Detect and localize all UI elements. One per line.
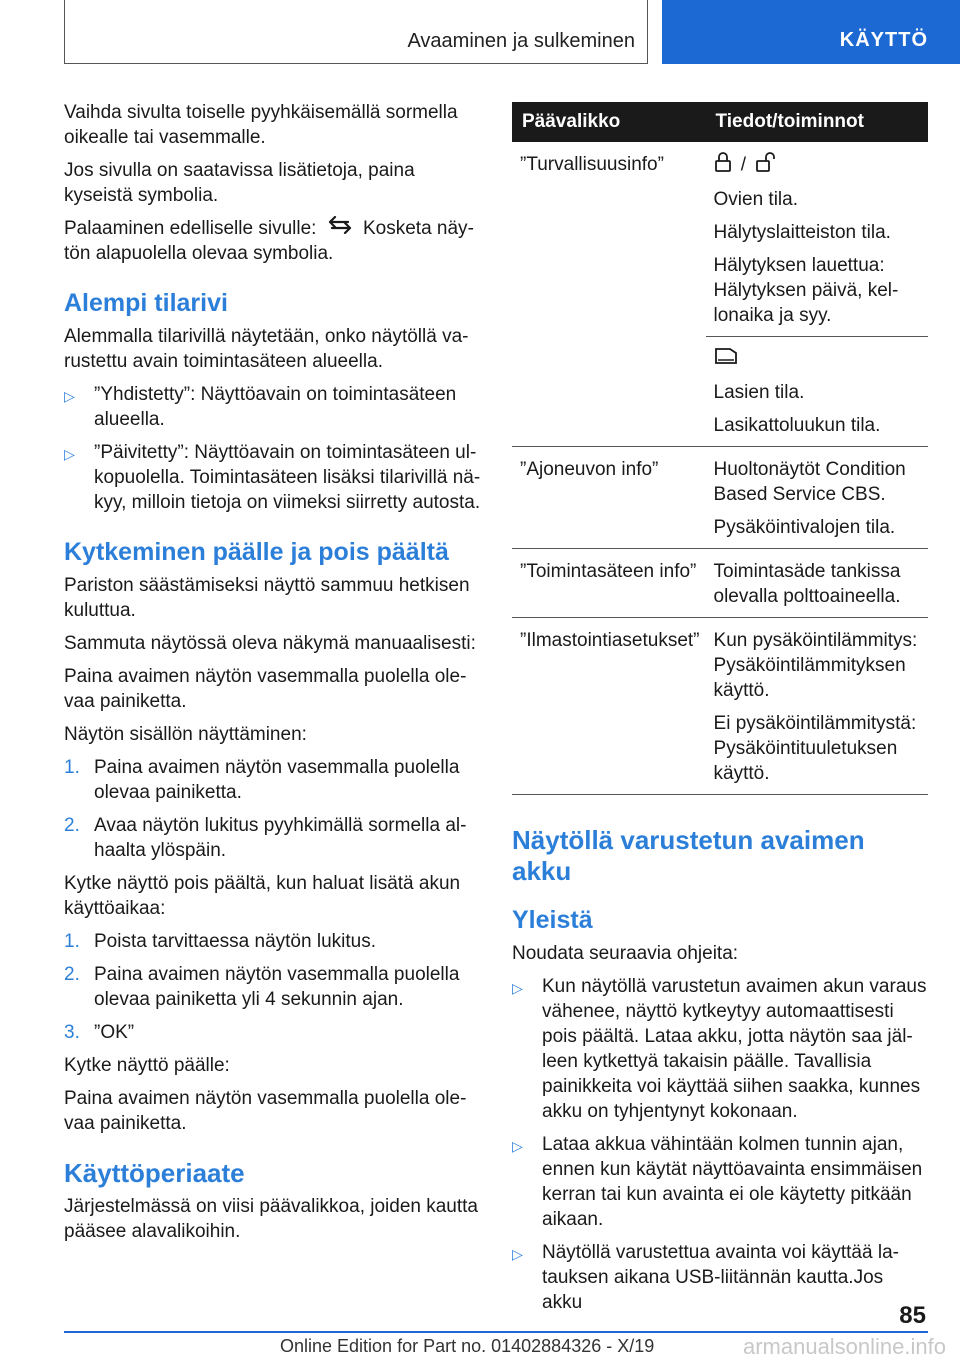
list-item: 1. Poista tarvittaessa näytön lukitus. (64, 931, 376, 953)
list-item: ▷ ”Yhdistetty”: Näyttöavain on toimintasäteen alueella. (64, 384, 457, 431)
list-item: 2. Avaa näytön lukitus pyyhkimällä sormella alhaalta ylöspäin. (64, 815, 467, 862)
chapter-tab-label: KÄYTTÖ (839, 29, 928, 51)
off-steps-list (64, 929, 482, 1045)
list-item: 2. Paina avaimen näytön vasemmalla puolella olevaa painiketta yli 4 sekunnin ajan. (64, 964, 460, 1011)
onoff-p4: Näytön sisällön näyttäminen: (64, 724, 307, 746)
triangle-bullet-icon: ▷ (512, 1246, 523, 1263)
triangle-bullet-icon: ▷ (64, 388, 75, 405)
table-cell: / Ovien tila. Hälytyslaitteiston tila. Hälytyksen lauettua: Hälytyksen päivä, kellonaika ja syy. (706, 142, 928, 337)
header-section-box (64, 0, 648, 64)
table-cell: ”Ajoneuvon info” (512, 447, 706, 549)
battery-intro: Noudata seuraavia ohjeita: (512, 943, 739, 965)
table-row (512, 618, 928, 795)
table-row (512, 337, 928, 447)
lock-open-icon (755, 152, 779, 179)
list-item: ▷ Lataa akkua vähintään kolmen tunnin ajan, ennen kun käytät näyttöavainta ensimmäisen kerran tai kun avainta ei ole käytetty pitkään aikaan. (512, 1134, 923, 1231)
principle-text: Järjestelmässä on viisi päävalikkoa, joiden kautta pääsee alavalikoihin. (64, 1196, 478, 1243)
table-row (512, 447, 928, 549)
list-item: ▷ Näytöllä varustettua avainta voi käyttää latauksen aikana USB-liitännän kautta.Jos akku (512, 1242, 899, 1314)
back-text-after: Kosketa näytön alapuolella olevaa symbolia. (64, 218, 474, 265)
list-item: ▷ ”Päivitetty”: Näyttöavain on toimintasäteen ulkopuolella. Toimintasäteen lisäksi tilarivillä näkyy, milloin tietoja on viimeksi siirretty autosta. (64, 442, 481, 514)
onoff-p3: Paina avaimen näytön vasemmalla puolella olevaa painiketta. (64, 666, 467, 713)
table-header-row (512, 102, 928, 142)
principle-heading: Käyttöperiaate (64, 1158, 245, 1189)
footer-divider (64, 1331, 928, 1333)
table-header-cell: Päävalikko (512, 102, 706, 142)
show-steps-list (64, 755, 482, 863)
table-cell: ”Turvallisuusinfo” (520, 154, 664, 175)
section-title: Avaaminen ja sulkeminen (407, 30, 635, 52)
triangle-bullet-icon: ▷ (512, 1138, 523, 1155)
onoff-p1: Pariston säästämiseksi näyttö sammuu hetkisen kuluttua. (64, 575, 470, 622)
table-cell: Lasien tila. Lasikattoluukun tila. (706, 337, 928, 447)
table-cell (512, 337, 706, 447)
onoff-heading: Kytkeminen päälle ja pois päältä (64, 538, 449, 567)
status-bar-text: Alemmalla tilarivillä näytetään, onko näytöllä varustettu avain toimintasäteen alueella. (64, 326, 469, 373)
left-column (64, 100, 482, 1252)
table-cell: Kun pysäköintilämmitys: Pysäköintilämmityksen käyttö. Ei pysäköintilämmitystä: Pysäköintituuletuksen käyttö. (706, 618, 928, 795)
battery-subheading: Yleistä (512, 906, 593, 935)
footer-edition: Online Edition for Part no. 01402884326 - X/19 (280, 1336, 655, 1356)
table-cell: ”Toimintasäteen info” (512, 549, 706, 618)
table-cell: Toimintasäde tankissa olevalla polttoaineella. (706, 549, 928, 618)
main-menu-table (512, 102, 928, 795)
status-bar-heading: Alempi tilarivi (64, 289, 228, 318)
onoff-p6: Kytke näyttö päälle: (64, 1055, 230, 1077)
table-row (512, 142, 928, 337)
table-cell: ”Ilmastointiasetukset” (512, 618, 706, 795)
battery-heading: Näytöllä varustetun avaimen akku (512, 825, 865, 887)
back-arrow-icon (326, 216, 354, 241)
triangle-bullet-icon: ▷ (512, 980, 523, 997)
onoff-p2: Sammuta näytössä oleva näkymä manuaalisesti: (64, 633, 476, 655)
table-cell: Huoltonäytöt Condition Based Service CBS. Pysäköintivalojen tila. (706, 447, 928, 549)
list-item: ▷ Kun näytöllä varustetun avaimen akun varaus vähenee, näyttö kytkeytyy automaattisesti pois päältä. Lataa akku, jotta näytön saa jälleen kytkettyä takaisin päälle. Tavallisia painikkeita voi käyttää siihen saakka, kunnes akku on tyhjentynyt kokonaan. (512, 976, 927, 1123)
page-number: 85 (899, 1302, 926, 1329)
triangle-bullet-icon: ▷ (64, 446, 75, 463)
back-paragraph (64, 216, 482, 266)
watermark: armanualsonline.info (742, 1334, 946, 1359)
table-header-cell: Tiedot/toiminnot (706, 102, 928, 142)
chapter-tab (662, 0, 960, 64)
intro-paragraph-1: Vaihda sivulta toiselle pyyhkäisemällä sormella oikealle tai vasemmalle. (64, 102, 458, 148)
intro-paragraph-2: Jos sivulla on saatavissa lisätietoja, paina kyseistä symbolia. (64, 160, 415, 206)
back-text-before: Palaaminen edelliselle sivulle: (64, 218, 317, 239)
onoff-p7: Paina avaimen näytön vasemmalla puolella olevaa painiketta. (64, 1088, 467, 1135)
status-bar-list (64, 382, 482, 515)
window-icon (714, 347, 738, 372)
list-item: 3. ”OK” (64, 1022, 135, 1044)
right-column (512, 100, 928, 1323)
list-item: 1. Paina avaimen näytön vasemmalla puolella olevaa painiketta. (64, 757, 460, 804)
onoff-p5: Kytke näyttö pois päältä, kun haluat lisätä akun käyttöaikaa: (64, 873, 461, 920)
lock-closed-icon (714, 152, 732, 179)
battery-list (512, 974, 928, 1315)
table-row (512, 549, 928, 618)
